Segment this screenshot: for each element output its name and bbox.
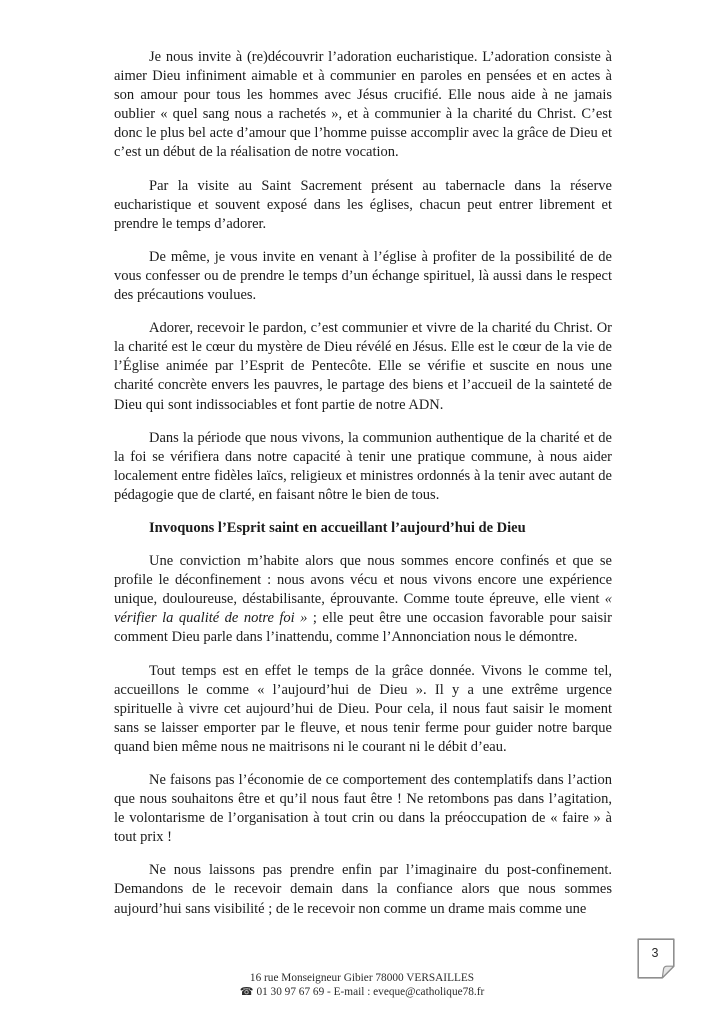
paragraph-charite: Adorer, recevoir le pardon, c’est communier et vivre de la charité du Christ. Or la charité est le cœur du mystère de Dieu révélé en Jésus. Elle est le cœur de la vie de l’Église animée par l’Esprit de Pentecôte. Elle se vérifie et suscite en nous une charité concrète envers les pauvres, le partage des biens et l’accueil de la sainteté de Dieu qui sont indissociables et font partie de notre ADN. xyxy=(114,320,612,413)
footer-address: 16 rue Monseigneur Gibier 78000 VERSAILLES xyxy=(249,972,475,984)
footer-contact-line xyxy=(0,985,724,999)
section-heading: Invoquons l’Esprit saint en accueillant l’aujourd’hui de Dieu xyxy=(149,519,526,536)
paragraph-aujourdhui: Tout temps est en effet le temps de la grâce donnée. Vivons le comme tel, accueillons le comme « l’aujourd’hui de Dieu ». Il y a une extrême urgence spirituelle à vivre cet aujourd’hui de Dieu. Pour cela, il nous faut saisir le moment sans se laisser emporter par le fleuve, et nous tenir ferme pour guider notre barque quand bien même nous ne maitrisons ni le courant ni le débit d’eau. xyxy=(114,662,612,755)
footer-contact: 01 30 97 67 69 - E-mail : eveque@catholique78.fr xyxy=(256,986,485,998)
paragraph-saint-sacrement: Par la visite au Saint Sacrement présent au tabernacle dans la réserve eucharistique et souvent exposé dans les églises, chacun peut entrer librement et prendre le temps d’adorer. xyxy=(114,177,612,232)
page-footer xyxy=(0,971,724,999)
paragraph-conviction-tail: ; elle peut être une occasion favorable pour saisir comment Dieu parle dans l’inattendu, comme l’Annonciation nous le démontre. xyxy=(114,610,613,646)
page-number: 3 xyxy=(651,946,659,960)
document-body xyxy=(114,48,612,919)
paragraph-post-confinement: Ne nous laissons pas prendre enfin par l’imaginaire du post-confinement. Demandons de le recevoir demain dans la confiance alors que nous sommes aujourd’hui sans visibilité ; de le recevoir non comme un drame mais comme une xyxy=(114,862,612,917)
paragraph-conviction-quote: « vérifier la qualité de notre foi » xyxy=(114,591,612,627)
paragraph-adoration: Je nous invite à (re)découvrir l’adoration eucharistique. L’adoration consiste à aimer Dieu infiniment aimable et à communier en paroles en pensées et en actes à son amour pour tous les hommes avec Jésus crucifié. Elle nous aide à ne jamais oublier « quel sang nous a rachetés », et à communier à la charité du Christ. C’est donc le plus bel acte d’amour que l’homme puisse accomplir avec la grâce de Dieu et c’est un début de la réalisation de notre vocation. xyxy=(114,49,612,161)
paragraph-confession: De même, je vous invite en venant à l’église à profiter de la possibilité de de vous confesser ou de prendre le temps d’un échange spirituel, là aussi dans le respect des précautions voulues. xyxy=(114,248,612,304)
paragraph-contemplatifs: Ne faisons pas l’économie de ce comportement des contemplatifs dans l’action que nous souhaitons être et qu’il nous faut être ! Ne retombons pas dans l’agitation, le volontarisme de l’organisation à tout crin ou dans la préoccupation de « faire » à tout prix ! xyxy=(114,772,612,846)
paragraph-conviction xyxy=(114,552,612,647)
phone-icon: ☎ xyxy=(239,985,254,998)
paragraph-conviction-lead: Une conviction m’habite alors que nous sommes encore confinés et que se profile le déconfinement : nous avons vécu et nous vivons encore une expérience unique, douloureuse, déstabilisante, éprouvante. Comme toute épreuve, elle vient xyxy=(114,553,612,608)
paragraph-communion: Dans la période que nous vivons, la communion authentique de la charité et de la foi se vérifiera dans notre capacité à tenir une pratique commune, à nous aider localement entre fidèles laïcs, religieux et ministres ordonnés à la tenir avec autant de pédagogie que de clarté, en faisant nôtre le bien de tous. xyxy=(114,429,612,503)
